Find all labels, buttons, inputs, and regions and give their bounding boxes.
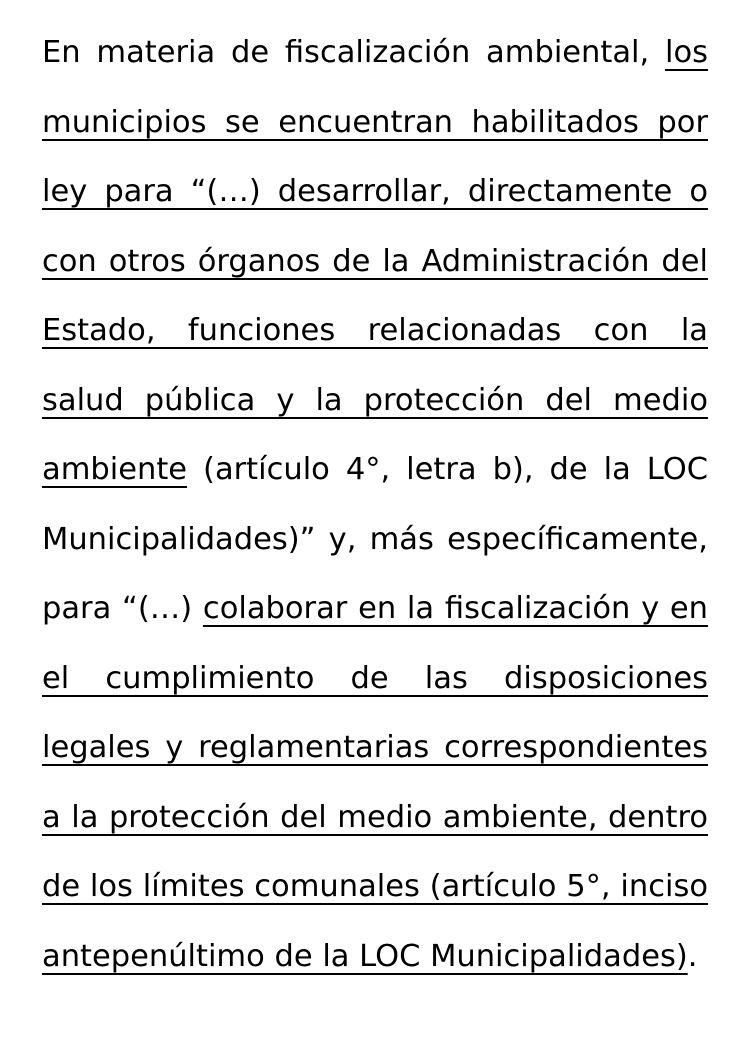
text-run-plain-1: En materia de fiscalización ambiental, <box>42 35 665 70</box>
text-run-plain-3: . <box>687 938 698 974</box>
text-run-plain-2: (artículo 4°, letra b), de la LOC Municipalidades)” y, más específicamente, para “(…) <box>42 452 708 626</box>
text-run-underlined-1: los municipios se encuentran habilitados por ley para “(…) desarrollar, directamente o con otros órganos de la Administración del Estado, funciones relacionadas con la salud pública y la protección del medio ambiente <box>42 35 708 487</box>
text-run-underlined-2: colaborar en la fiscalización y en el cumplimiento de las disposiciones legales y reglamentarias correspondientes a la protección del medio ambiente, dentro de los límites comunales (artículo 5°, inciso antepenúltimo de la LOC Municipalidades) <box>42 591 708 974</box>
body-paragraph <box>42 18 708 991</box>
